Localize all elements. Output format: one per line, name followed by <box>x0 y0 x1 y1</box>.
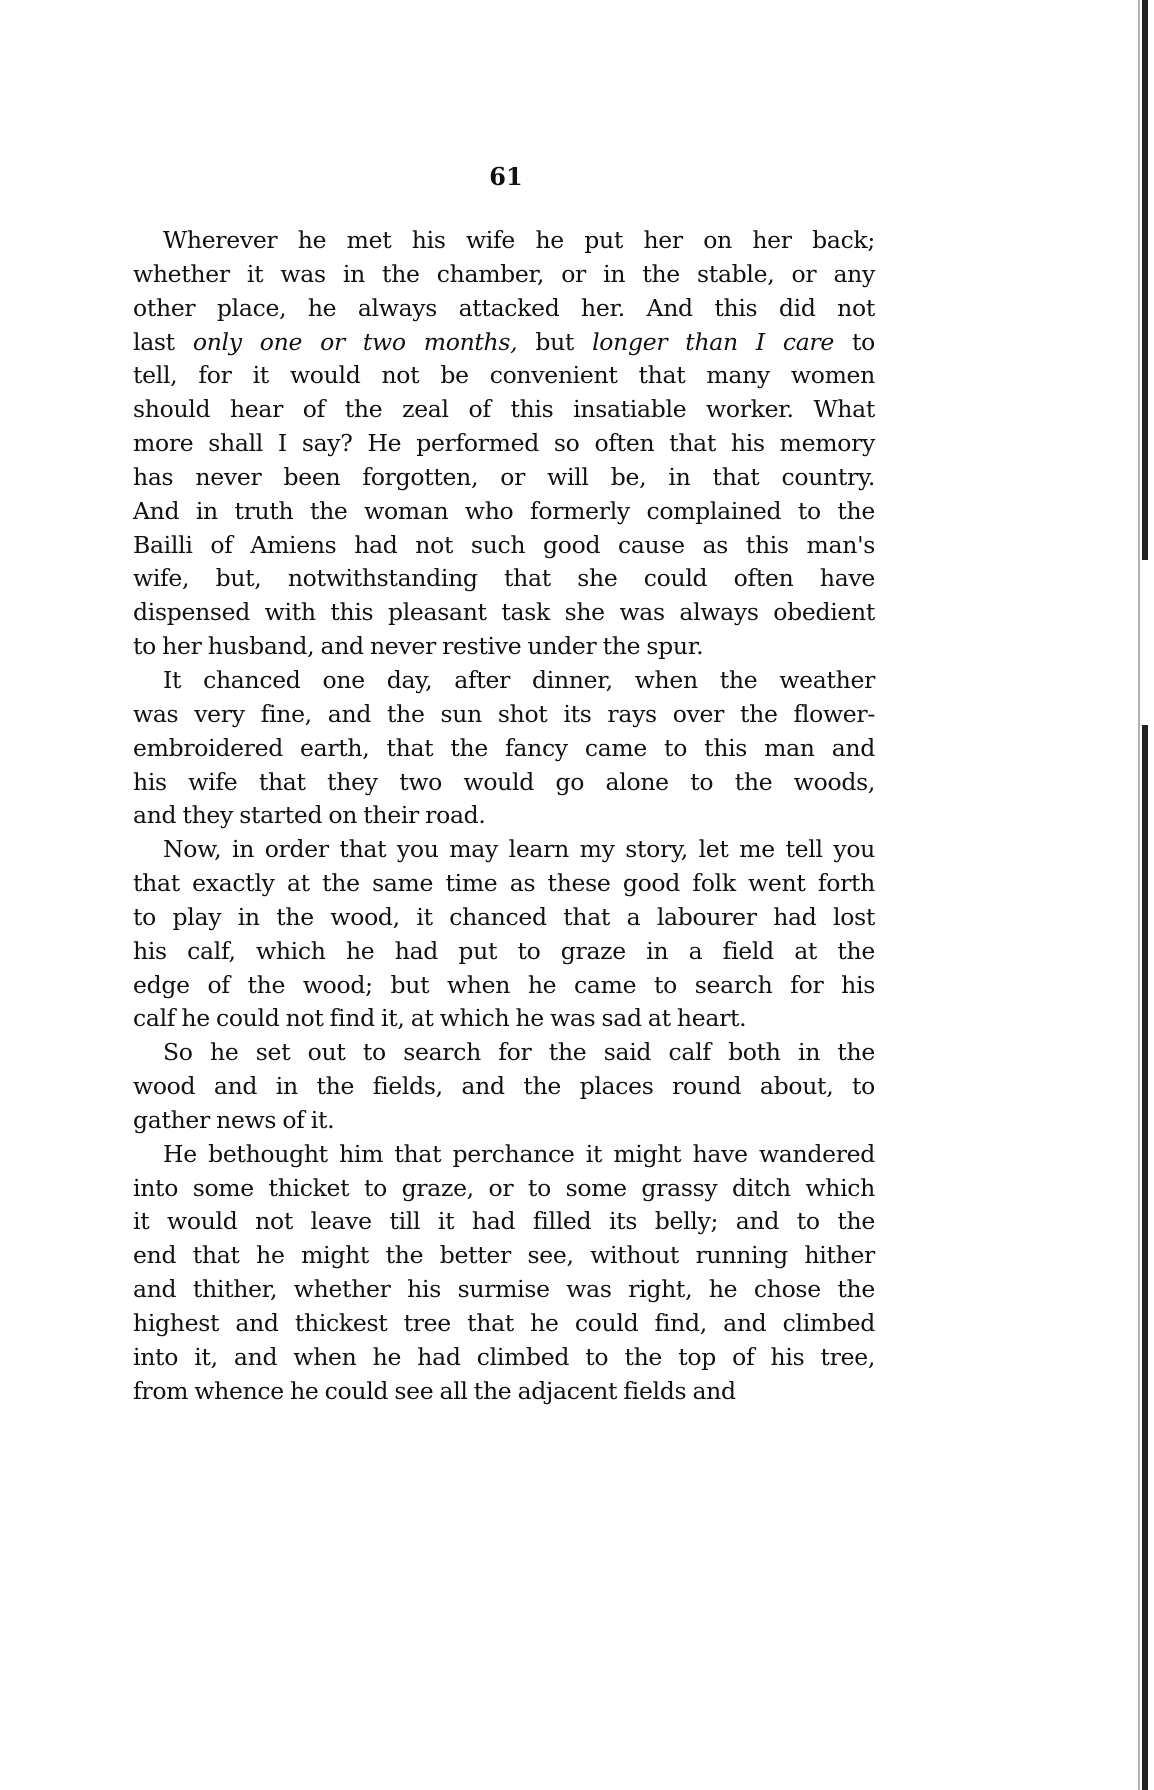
text-segment: calf he could not find it, at which he was sad at heart. <box>133 1004 747 1033</box>
text-line <box>133 1341 875 1375</box>
text-segment: more shall I say? He performed so often that his memory <box>133 429 875 458</box>
text-segment: and thither, whether his surmise was right, he chose the <box>133 1275 875 1304</box>
scan-edge-bottom <box>1142 725 1148 1790</box>
text-segment: end that he might the better see, without running hither <box>133 1241 875 1270</box>
text-line <box>133 258 875 292</box>
paragraph <box>133 833 875 1036</box>
text-segment: edge of the wood; but when he came to search for his <box>133 970 875 999</box>
text-line <box>133 935 875 969</box>
text-line <box>133 1273 875 1307</box>
text-line <box>133 1036 875 1070</box>
text-segment: gather news of it. <box>133 1105 335 1134</box>
text-segment: from whence he could see all the adjacent fields and <box>133 1376 736 1405</box>
text-line <box>133 1002 875 1036</box>
paragraph <box>133 1036 875 1138</box>
text-segment: tell, for it would not be convenient that many women <box>133 361 875 390</box>
text-segment: but <box>517 327 593 356</box>
scan-edge-top <box>1142 0 1148 560</box>
text-line <box>133 562 875 596</box>
text-line <box>133 1070 875 1104</box>
text-line <box>133 359 875 393</box>
text-segment: has never been forgotten, or will be, in that country. <box>133 462 875 491</box>
text-segment <box>242 328 260 356</box>
paragraph <box>133 1138 875 1409</box>
text-segment: Now, in order that you may learn my story, let me tell you <box>163 835 875 864</box>
text-line <box>133 292 875 326</box>
text-segment: embroidered earth, that the fancy came to this man and <box>133 733 875 762</box>
text-segment: So he set out to search for the said calf both in the <box>163 1038 875 1067</box>
text-segment: wife, but, notwithstanding that she could often have <box>133 564 875 593</box>
text-segment: that exactly at the same time as these good folk went forth <box>133 869 875 898</box>
text-line <box>133 833 875 867</box>
text-segment: it would not leave till it had filled its belly; and to the <box>133 1207 875 1236</box>
text-line <box>133 867 875 901</box>
text-segment: into some thicket to graze, or to some grassy ditch which <box>133 1173 875 1202</box>
text-segment: It chanced one day, after dinner, when the weather <box>163 665 875 694</box>
text-line <box>133 1138 875 1172</box>
text-line <box>133 1307 875 1341</box>
text-line <box>133 1104 875 1138</box>
italic-text: longer than I care <box>592 327 834 356</box>
text-line <box>133 698 875 732</box>
text-line <box>133 799 875 833</box>
text-line <box>133 732 875 766</box>
text-segment: to play in the wood, it chanced that a labourer had lost <box>133 902 875 931</box>
text-segment: to her husband, and never restive under the spur. <box>133 632 704 661</box>
text-line <box>133 969 875 1003</box>
text-line <box>133 766 875 800</box>
text-line <box>133 596 875 630</box>
text-segment: into it, and when he had climbed to the top of his tree, <box>133 1342 875 1371</box>
text-segment: highest and thickest tree that he could find, and climbed <box>133 1309 875 1337</box>
text-segment: and they started on their road. <box>133 801 486 830</box>
page-number: 61 <box>489 162 523 191</box>
text-segment: last <box>133 327 193 356</box>
paragraph <box>133 224 875 664</box>
paragraph <box>133 664 875 833</box>
italic-text: only <box>192 327 242 356</box>
text-line <box>133 664 875 698</box>
text-line <box>133 529 875 563</box>
text-line <box>133 630 875 664</box>
italic-text: one or two months, <box>259 327 518 356</box>
text-segment: Bailli of Amiens had not such good cause as this man's <box>133 530 875 559</box>
text-line <box>133 495 875 529</box>
text-segment: to <box>833 327 876 356</box>
text-segment: He bethought him that perchance it might have wandered <box>163 1139 875 1168</box>
text-line <box>133 393 875 427</box>
text-segment: dispensed with this pleasant task she was always obedient <box>133 598 875 627</box>
text-line <box>133 1375 875 1409</box>
text-line <box>133 1239 875 1273</box>
text-line <box>133 326 875 360</box>
text-line <box>133 427 875 461</box>
text-segment: other place, he always attacked her. And this did not <box>133 293 875 322</box>
text-segment: And in truth the woman who formerly complained to the <box>133 496 875 525</box>
text-line <box>133 1205 875 1239</box>
text-segment: Wherever he met his wife he put her on her back; <box>163 226 875 254</box>
text-segment: wood and in the fields, and the places round about, to <box>133 1072 875 1101</box>
scan-edge-shadow <box>1138 0 1140 1790</box>
text-segment: his calf, which he had put to graze in a field at the <box>133 936 875 965</box>
text-segment: should hear of the zeal of this insatiable worker. What <box>133 395 875 424</box>
text-segment: whether it was in the chamber, or in the stable, or any <box>133 259 875 288</box>
text-line <box>133 224 875 258</box>
body-text <box>133 224 875 1409</box>
text-segment: his wife that they two would go alone to the woods, <box>133 767 875 796</box>
text-line <box>133 901 875 935</box>
text-segment: was very fine, and the sun shot its rays over the flower- <box>133 699 875 728</box>
text-line <box>133 461 875 495</box>
text-line <box>133 1172 875 1206</box>
